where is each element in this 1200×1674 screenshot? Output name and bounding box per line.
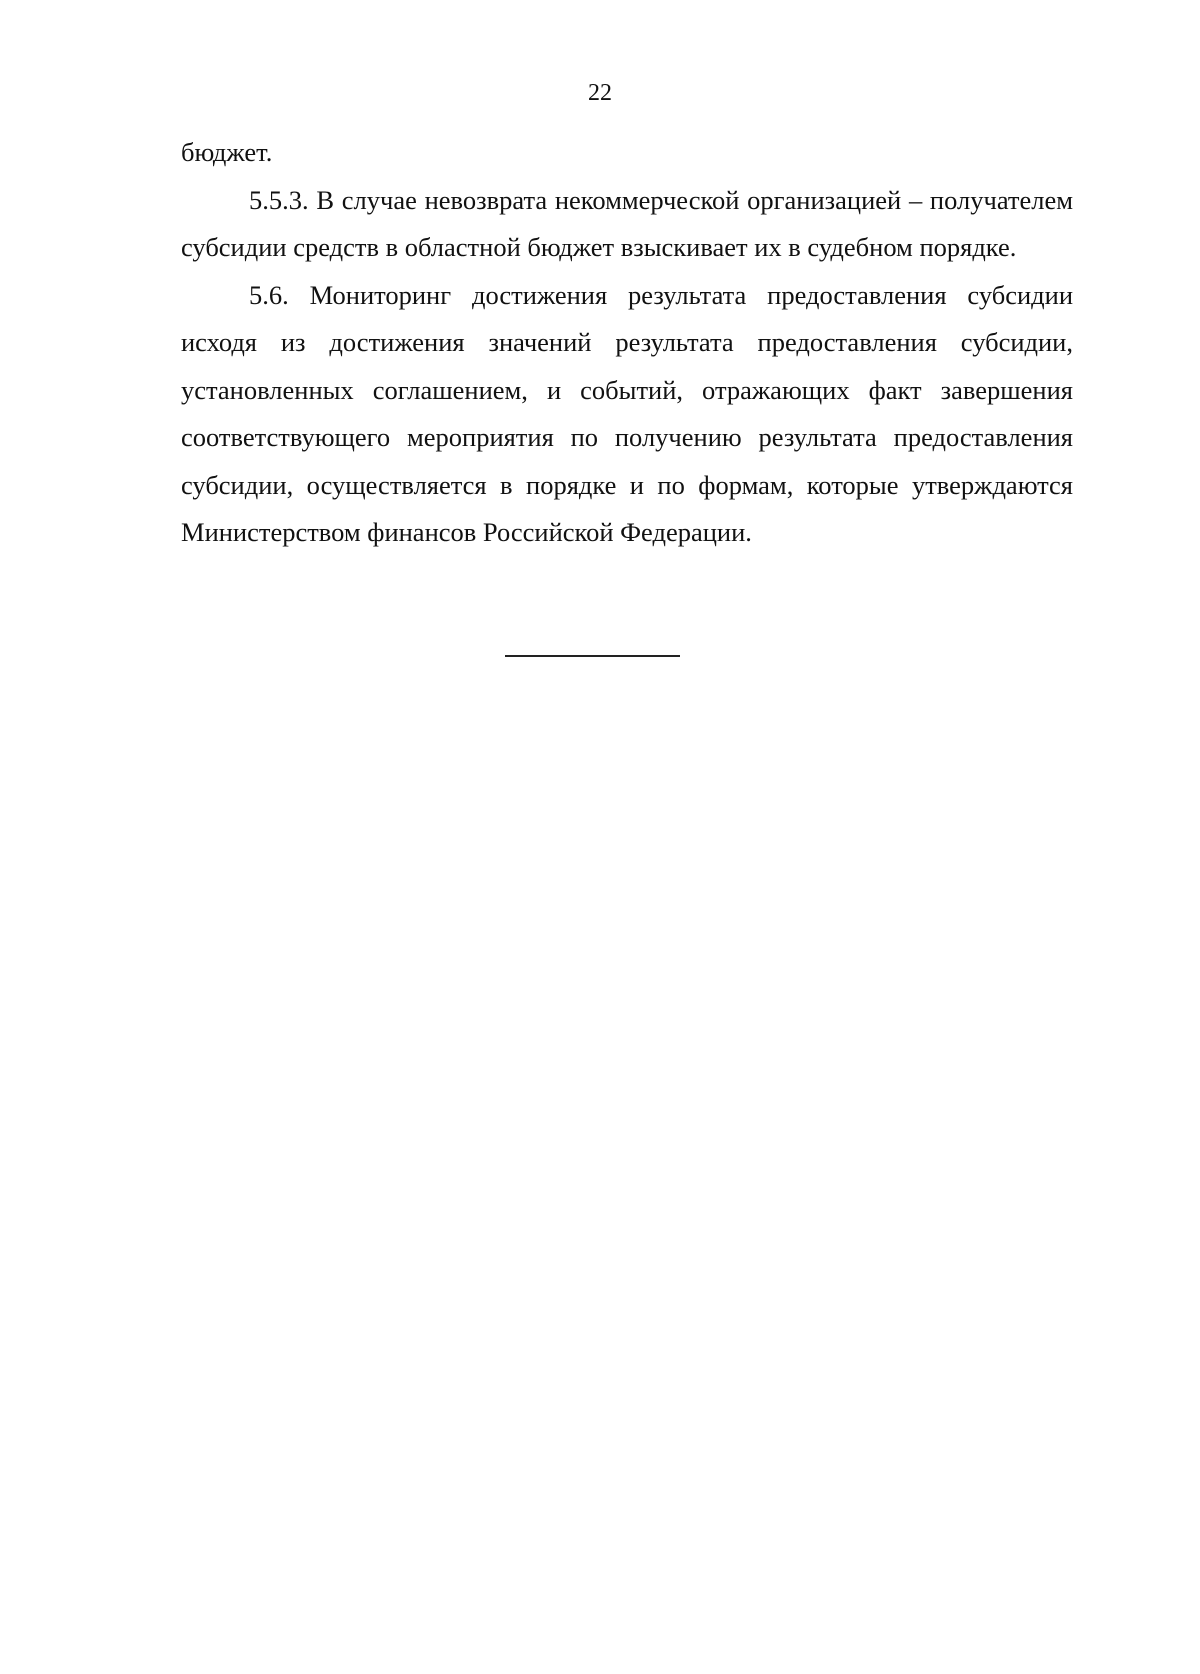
paragraph-continuation: бюджет. (181, 137, 273, 167)
document-body (181, 129, 1073, 557)
page-number: 22 (588, 80, 612, 106)
paragraph-5-6: 5.6. Мониторинг достижения результата предоставления субсидии исходя из достижения значений результата предоставления субсидии, установленных соглашением, и событий, отражающих факт завершения соответствующего мероприятия по получению результата предоставления субсидии, осуществляется в порядке и по формам, которые утверждаются Министерством финансов Российской Федерации. (181, 279, 1073, 547)
end-of-document-rule (505, 655, 680, 657)
paragraph-5-5-3: 5.5.3. В случае невозврата некоммерческой организацией – получателем субсидии средств в областной бюджет взыскивает их в судебном порядке. (181, 184, 1073, 262)
